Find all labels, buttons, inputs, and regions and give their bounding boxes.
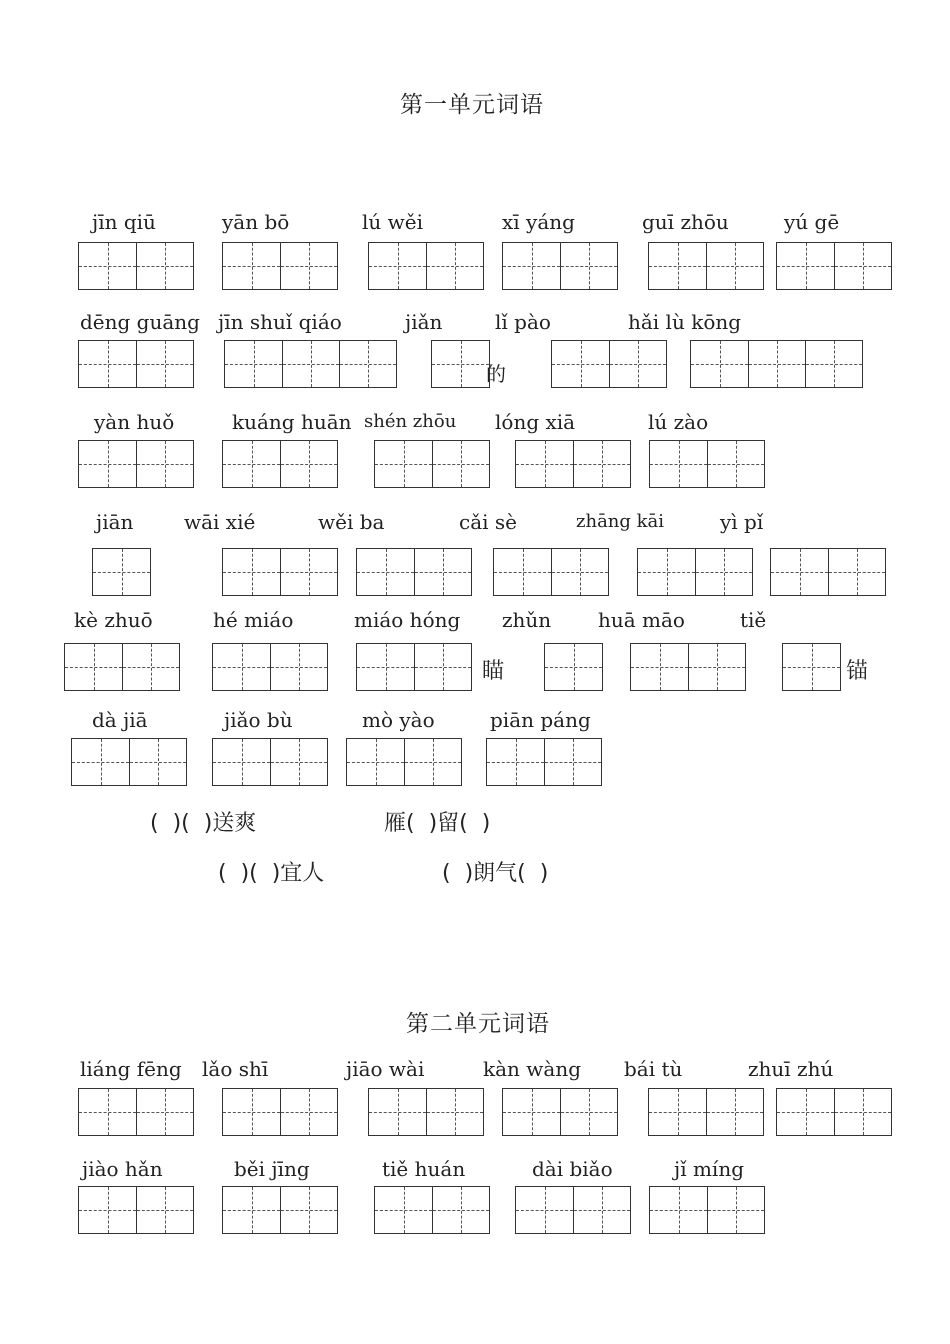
pinyin-label: dēng guāng [80,310,200,334]
writing-grid[interactable] [222,242,338,290]
pinyin-label: xī yáng [502,210,575,234]
writing-grid[interactable] [637,548,753,596]
pinyin-label: tiě [740,608,767,632]
pinyin-label: huā māo [598,608,685,632]
writing-grid[interactable] [356,548,472,596]
writing-grid[interactable] [222,548,338,596]
pinyin-label: shén zhōu [364,411,457,432]
writing-grid[interactable] [776,1088,892,1136]
idiom-fill-blank[interactable]: 雁( )留( ) [384,811,491,836]
writing-grid[interactable] [212,738,328,786]
writing-grid[interactable] [551,340,667,388]
writing-grid[interactable] [78,1186,194,1234]
writing-grid[interactable] [222,1088,338,1136]
writing-grid[interactable] [368,1088,484,1136]
given-character: 的 [486,362,506,386]
pinyin-label: kuáng huān [232,410,352,434]
writing-grid[interactable] [224,340,397,388]
idiom-fill-blank[interactable]: ( )( )宜人 [218,861,325,886]
pinyin-label: jiào hǎn [82,1157,163,1181]
writing-grid[interactable] [92,548,151,596]
writing-grid[interactable] [648,242,764,290]
writing-grid[interactable] [346,738,462,786]
given-character: 瞄 [482,659,505,684]
pinyin-label: yú gē [784,210,840,234]
writing-grid[interactable] [222,1186,338,1234]
pinyin-label: jīn shuǐ qiáo [218,310,342,334]
pinyin-label: wěi ba [318,510,385,534]
writing-grid[interactable] [493,548,609,596]
unit1-title: 第一单元词语 [400,92,544,118]
pinyin-label: kàn wàng [483,1057,582,1081]
pinyin-label: jiǎn [405,310,443,334]
given-character: 锚 [846,659,869,684]
writing-grid[interactable] [212,643,328,691]
writing-grid[interactable] [374,440,490,488]
writing-grid[interactable] [356,643,472,691]
pinyin-label: mò yào [362,708,435,732]
writing-grid[interactable] [78,242,194,290]
pinyin-label: yàn huǒ [94,410,175,434]
idiom-fill-blank[interactable]: ( )朗气( ) [442,861,549,886]
pinyin-label: jīn qiū [92,210,156,234]
writing-grid[interactable] [782,643,841,691]
pinyin-label: guī zhōu [642,210,729,234]
writing-grid[interactable] [78,340,194,388]
pinyin-label: lú wěi [362,210,423,234]
writing-grid[interactable] [431,340,490,388]
writing-grid[interactable] [776,242,892,290]
writing-grid[interactable] [368,242,484,290]
writing-grid[interactable] [690,340,863,388]
pinyin-label: zhāng kāi [576,511,665,532]
writing-grid[interactable] [544,643,603,691]
pinyin-label: kè zhuō [74,608,153,632]
idiom-fill-blank[interactable]: ( )( )送爽 [150,811,257,836]
pinyin-label: zhǔn [502,608,552,632]
pinyin-label: běi jīng [234,1157,310,1181]
writing-grid[interactable] [649,1186,765,1234]
writing-grid[interactable] [374,1186,490,1234]
writing-grid[interactable] [71,738,187,786]
writing-grid[interactable] [649,440,765,488]
writing-grid[interactable] [486,738,602,786]
pinyin-label: jiǎo bù [224,708,293,732]
writing-grid[interactable] [78,440,194,488]
writing-grid[interactable] [648,1088,764,1136]
pinyin-label: yì pǐ [720,510,764,534]
pinyin-label: tiě huán [382,1157,466,1181]
writing-grid[interactable] [630,643,746,691]
pinyin-label: hé miáo [213,608,294,632]
pinyin-label: dài biǎo [532,1157,613,1181]
pinyin-label: hǎi lù kōng [628,310,742,334]
writing-grid[interactable] [502,1088,618,1136]
pinyin-label: piān páng [490,708,591,732]
pinyin-label: yān bō [222,210,290,234]
writing-grid[interactable] [515,1186,631,1234]
pinyin-label: bái tù [624,1057,683,1081]
pinyin-label: jiān [96,510,134,534]
pinyin-label: zhuī zhú [748,1057,834,1081]
writing-grid[interactable] [222,440,338,488]
pinyin-label: jiāo wài [346,1057,425,1081]
pinyin-label: jǐ míng [674,1157,744,1181]
writing-grid[interactable] [515,440,631,488]
unit2-title: 第二单元词语 [406,1011,550,1037]
pinyin-label: miáo hóng [354,608,461,632]
writing-grid[interactable] [502,242,618,290]
pinyin-label: lóng xiā [495,410,576,434]
pinyin-label: cǎi sè [459,510,517,534]
writing-grid[interactable] [64,643,180,691]
writing-grid[interactable] [78,1088,194,1136]
pinyin-label: dà jiā [92,708,148,732]
writing-grid[interactable] [770,548,886,596]
pinyin-label: liáng fēng [80,1057,182,1081]
pinyin-label: lǐ pào [495,310,551,334]
pinyin-label: lú zào [648,410,709,434]
pinyin-label: wāi xié [184,510,256,534]
pinyin-label: lǎo shī [202,1057,269,1081]
